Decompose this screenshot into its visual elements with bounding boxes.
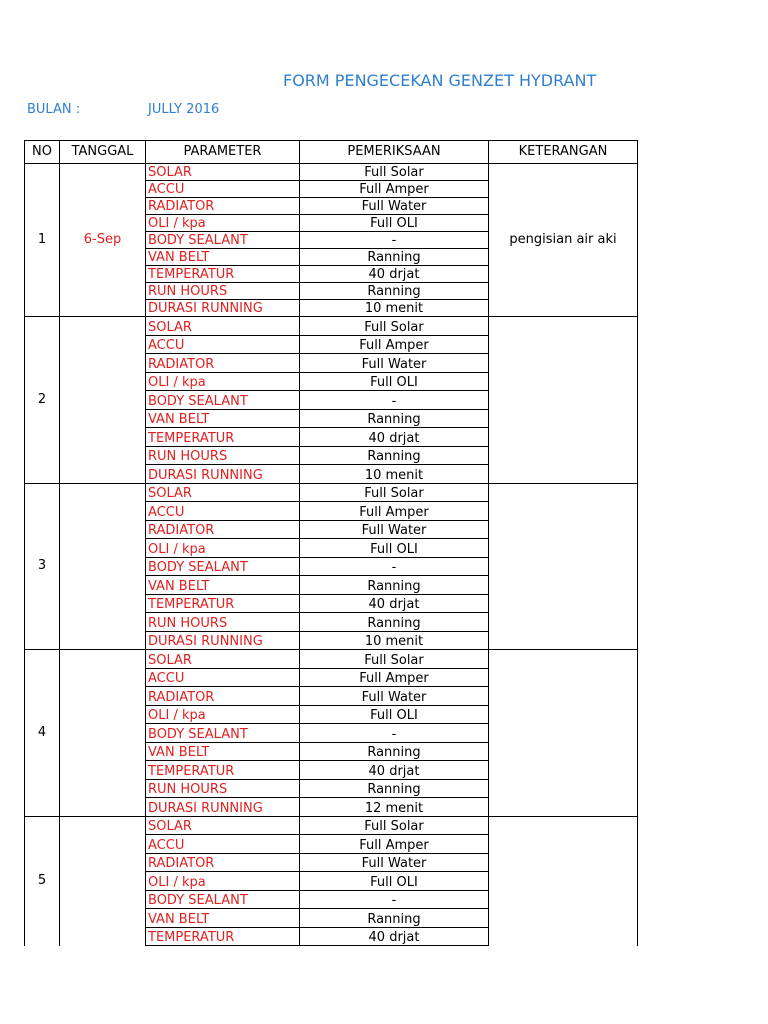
cell-pemeriksaan: Ranning [300, 779, 489, 798]
col-header-no: NO [25, 141, 60, 164]
cell-parameter: OLI / kpa [146, 872, 300, 891]
col-header-parameter: PARAMETER [146, 141, 300, 164]
cell-pemeriksaan: Full OLI [300, 705, 489, 724]
cell-parameter: VAN BELT [146, 249, 300, 266]
cell-parameter: OLI / kpa [146, 215, 300, 232]
cell-parameter: RADIATOR [146, 853, 300, 872]
cell-parameter: BODY SEALANT [146, 391, 300, 410]
header-row [25, 141, 638, 164]
cell-parameter: VAN BELT [146, 742, 300, 761]
cell-parameter: RADIATOR [146, 198, 300, 215]
cell-pemeriksaan: 10 menit [300, 300, 489, 317]
cell-pemeriksaan: Full Solar [300, 816, 489, 835]
cell-pemeriksaan: - [300, 890, 489, 909]
cell-pemeriksaan: Full OLI [300, 215, 489, 232]
form-title: FORM PENGECEKAN GENZET HYDRANT [283, 71, 597, 90]
cell-pemeriksaan: Full Water [300, 687, 489, 706]
cell-tanggal: 6-Sep [60, 164, 146, 317]
cell-pemeriksaan: Ranning [300, 409, 489, 428]
cell-pemeriksaan: Full Amper [300, 668, 489, 687]
cell-pemeriksaan: Full Solar [300, 650, 489, 669]
cell-parameter: RUN HOURS [146, 779, 300, 798]
cell-parameter: SOLAR [146, 650, 300, 669]
cell-pemeriksaan: 10 menit [300, 465, 489, 484]
cell-pemeriksaan: - [300, 557, 489, 576]
inspection-table [24, 140, 638, 946]
cell-keterangan [489, 816, 638, 946]
table-row [25, 317, 638, 336]
table-header [25, 141, 638, 164]
col-header-pemeriksaan: PEMERIKSAAN [300, 141, 489, 164]
cell-pemeriksaan: 12 menit [300, 798, 489, 817]
cell-pemeriksaan: Ranning [300, 742, 489, 761]
cell-keterangan [489, 650, 638, 817]
cell-pemeriksaan: Full Amper [300, 181, 489, 198]
cell-parameter: VAN BELT [146, 909, 300, 928]
cell-pemeriksaan: - [300, 724, 489, 743]
cell-parameter: ACCU [146, 335, 300, 354]
cell-parameter: TEMPERATUR [146, 927, 300, 946]
cell-pemeriksaan: 40 drjat [300, 428, 489, 447]
table-body [25, 164, 638, 946]
table-row [25, 483, 638, 502]
cell-keterangan [489, 317, 638, 484]
cell-pemeriksaan: Full Water [300, 520, 489, 539]
cell-pemeriksaan: Ranning [300, 613, 489, 632]
cell-parameter: RUN HOURS [146, 613, 300, 632]
cell-pemeriksaan: Ranning [300, 576, 489, 595]
cell-parameter: OLI / kpa [146, 372, 300, 391]
cell-pemeriksaan: Ranning [300, 249, 489, 266]
cell-no: 3 [25, 483, 60, 650]
cell-tanggal [60, 650, 146, 817]
cell-pemeriksaan: 40 drjat [300, 927, 489, 946]
cell-parameter: ACCU [146, 668, 300, 687]
col-header-keterangan: KETERANGAN [489, 141, 638, 164]
cell-parameter: OLI / kpa [146, 705, 300, 724]
cell-no: 5 [25, 816, 60, 946]
cell-pemeriksaan: Full OLI [300, 539, 489, 558]
cell-parameter: SOLAR [146, 317, 300, 336]
cell-parameter: TEMPERATUR [146, 594, 300, 613]
cell-parameter: VAN BELT [146, 409, 300, 428]
cell-pemeriksaan: Full Amper [300, 835, 489, 854]
cell-no: 4 [25, 650, 60, 817]
cell-no: 1 [25, 164, 60, 317]
cell-parameter: DURASI RUNNING [146, 631, 300, 650]
cell-parameter: ACCU [146, 835, 300, 854]
cell-parameter: BODY SEALANT [146, 232, 300, 249]
cell-pemeriksaan: Full Water [300, 853, 489, 872]
cell-keterangan: pengisian air aki [489, 164, 638, 317]
cell-parameter: RUN HOURS [146, 446, 300, 465]
cell-parameter: SOLAR [146, 483, 300, 502]
cell-parameter: VAN BELT [146, 576, 300, 595]
cell-parameter: BODY SEALANT [146, 724, 300, 743]
cell-no: 2 [25, 317, 60, 484]
cell-parameter: SOLAR [146, 816, 300, 835]
table-row [25, 164, 638, 181]
cell-parameter: SOLAR [146, 164, 300, 181]
table-row [25, 650, 638, 669]
cell-tanggal [60, 816, 146, 946]
cell-parameter: TEMPERATUR [146, 761, 300, 780]
cell-pemeriksaan: - [300, 232, 489, 249]
cell-parameter: DURASI RUNNING [146, 465, 300, 484]
cell-pemeriksaan: Ranning [300, 909, 489, 928]
cell-pemeriksaan: Full Amper [300, 335, 489, 354]
cell-parameter: BODY SEALANT [146, 890, 300, 909]
cell-pemeriksaan: Full OLI [300, 872, 489, 891]
cell-parameter: TEMPERATUR [146, 266, 300, 283]
cell-pemeriksaan: Ranning [300, 283, 489, 300]
cell-pemeriksaan: Full Solar [300, 164, 489, 181]
cell-parameter: OLI / kpa [146, 539, 300, 558]
month-label: BULAN : [27, 102, 81, 117]
cell-pemeriksaan: 40 drjat [300, 761, 489, 780]
cell-parameter: RUN HOURS [146, 283, 300, 300]
cell-pemeriksaan: Full OLI [300, 372, 489, 391]
cell-parameter: DURASI RUNNING [146, 300, 300, 317]
cell-pemeriksaan: - [300, 391, 489, 410]
cell-pemeriksaan: Full Solar [300, 317, 489, 336]
cell-parameter: ACCU [146, 502, 300, 521]
cell-parameter: TEMPERATUR [146, 428, 300, 447]
cell-parameter: RADIATOR [146, 687, 300, 706]
cell-tanggal [60, 483, 146, 650]
cell-pemeriksaan: 10 menit [300, 631, 489, 650]
cell-parameter: RADIATOR [146, 354, 300, 373]
cell-pemeriksaan: Full Water [300, 354, 489, 373]
cell-parameter: BODY SEALANT [146, 557, 300, 576]
cell-pemeriksaan: 40 drjat [300, 594, 489, 613]
cell-parameter: ACCU [146, 181, 300, 198]
table-row [25, 816, 638, 835]
cell-pemeriksaan: 40 drjat [300, 266, 489, 283]
cell-pemeriksaan: Full Solar [300, 483, 489, 502]
col-header-tanggal: TANGGAL [60, 141, 146, 164]
month-value: JULLY 2016 [148, 102, 220, 117]
cell-pemeriksaan: Full Amper [300, 502, 489, 521]
cell-pemeriksaan: Full Water [300, 198, 489, 215]
cell-keterangan [489, 483, 638, 650]
cell-tanggal [60, 317, 146, 484]
cell-parameter: DURASI RUNNING [146, 798, 300, 817]
cell-parameter: RADIATOR [146, 520, 300, 539]
cell-pemeriksaan: Ranning [300, 446, 489, 465]
